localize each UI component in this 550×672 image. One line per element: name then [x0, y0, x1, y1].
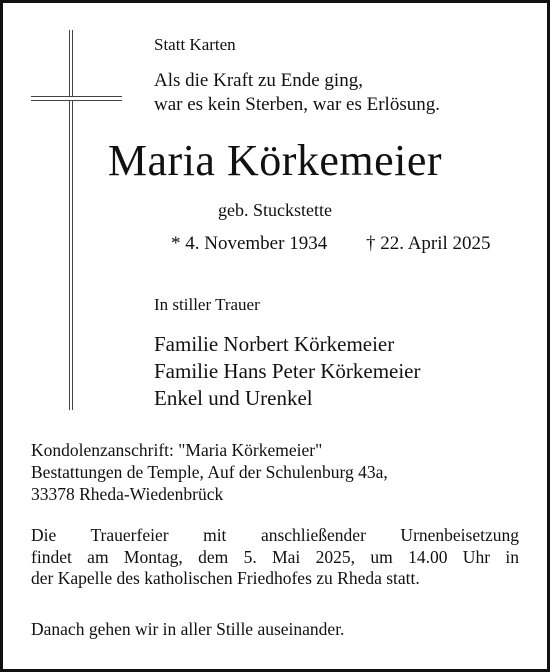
family-line: Familie Hans Peter Körkemeier: [154, 359, 421, 383]
verse-line-1: Als die Kraft zu Ende ging,: [154, 70, 363, 91]
cross-horizontal-beam: [31, 96, 122, 101]
mourning-intro: In stiller Trauer: [154, 295, 260, 314]
birth-name: geb. Stuckstette: [218, 200, 332, 220]
deceased-name: Maria Körkemeier: [107, 136, 443, 185]
family-line: Enkel und Urenkel: [154, 386, 313, 410]
ceremony-line-1: Die Trauerfeier mit anschließender Urnenbeisetzung: [31, 525, 519, 545]
condolence-line-2: Bestattungen de Temple, Auf der Schulenburg 43a,: [31, 462, 388, 482]
ceremony-line-3: der Kapelle des katholischen Friedhofes zu Rheda statt.: [31, 568, 420, 588]
ceremony-line-2: findet am Montag, dem 5. Mai 2025, um 14.00 Uhr in: [31, 546, 519, 567]
death-date: † 22. April 2025: [366, 233, 491, 254]
condolence-line-3: 33378 Rheda-Wiedenbrück: [31, 484, 224, 504]
verse-line-2: war es kein Sterben, war es Erlösung.: [154, 94, 440, 115]
family-line: Familie Norbert Körkemeier: [154, 332, 395, 356]
birth-date: * 4. November 1934: [171, 233, 328, 254]
ceremony-paragraph: [31, 525, 519, 590]
condolence-line-1: Kondolenzanschrift: "Maria Körkemeier": [31, 440, 323, 460]
closing-line: Danach gehen wir in aller Stille auseinander.: [31, 619, 345, 639]
statt-karten-label: Statt Karten: [154, 35, 236, 54]
